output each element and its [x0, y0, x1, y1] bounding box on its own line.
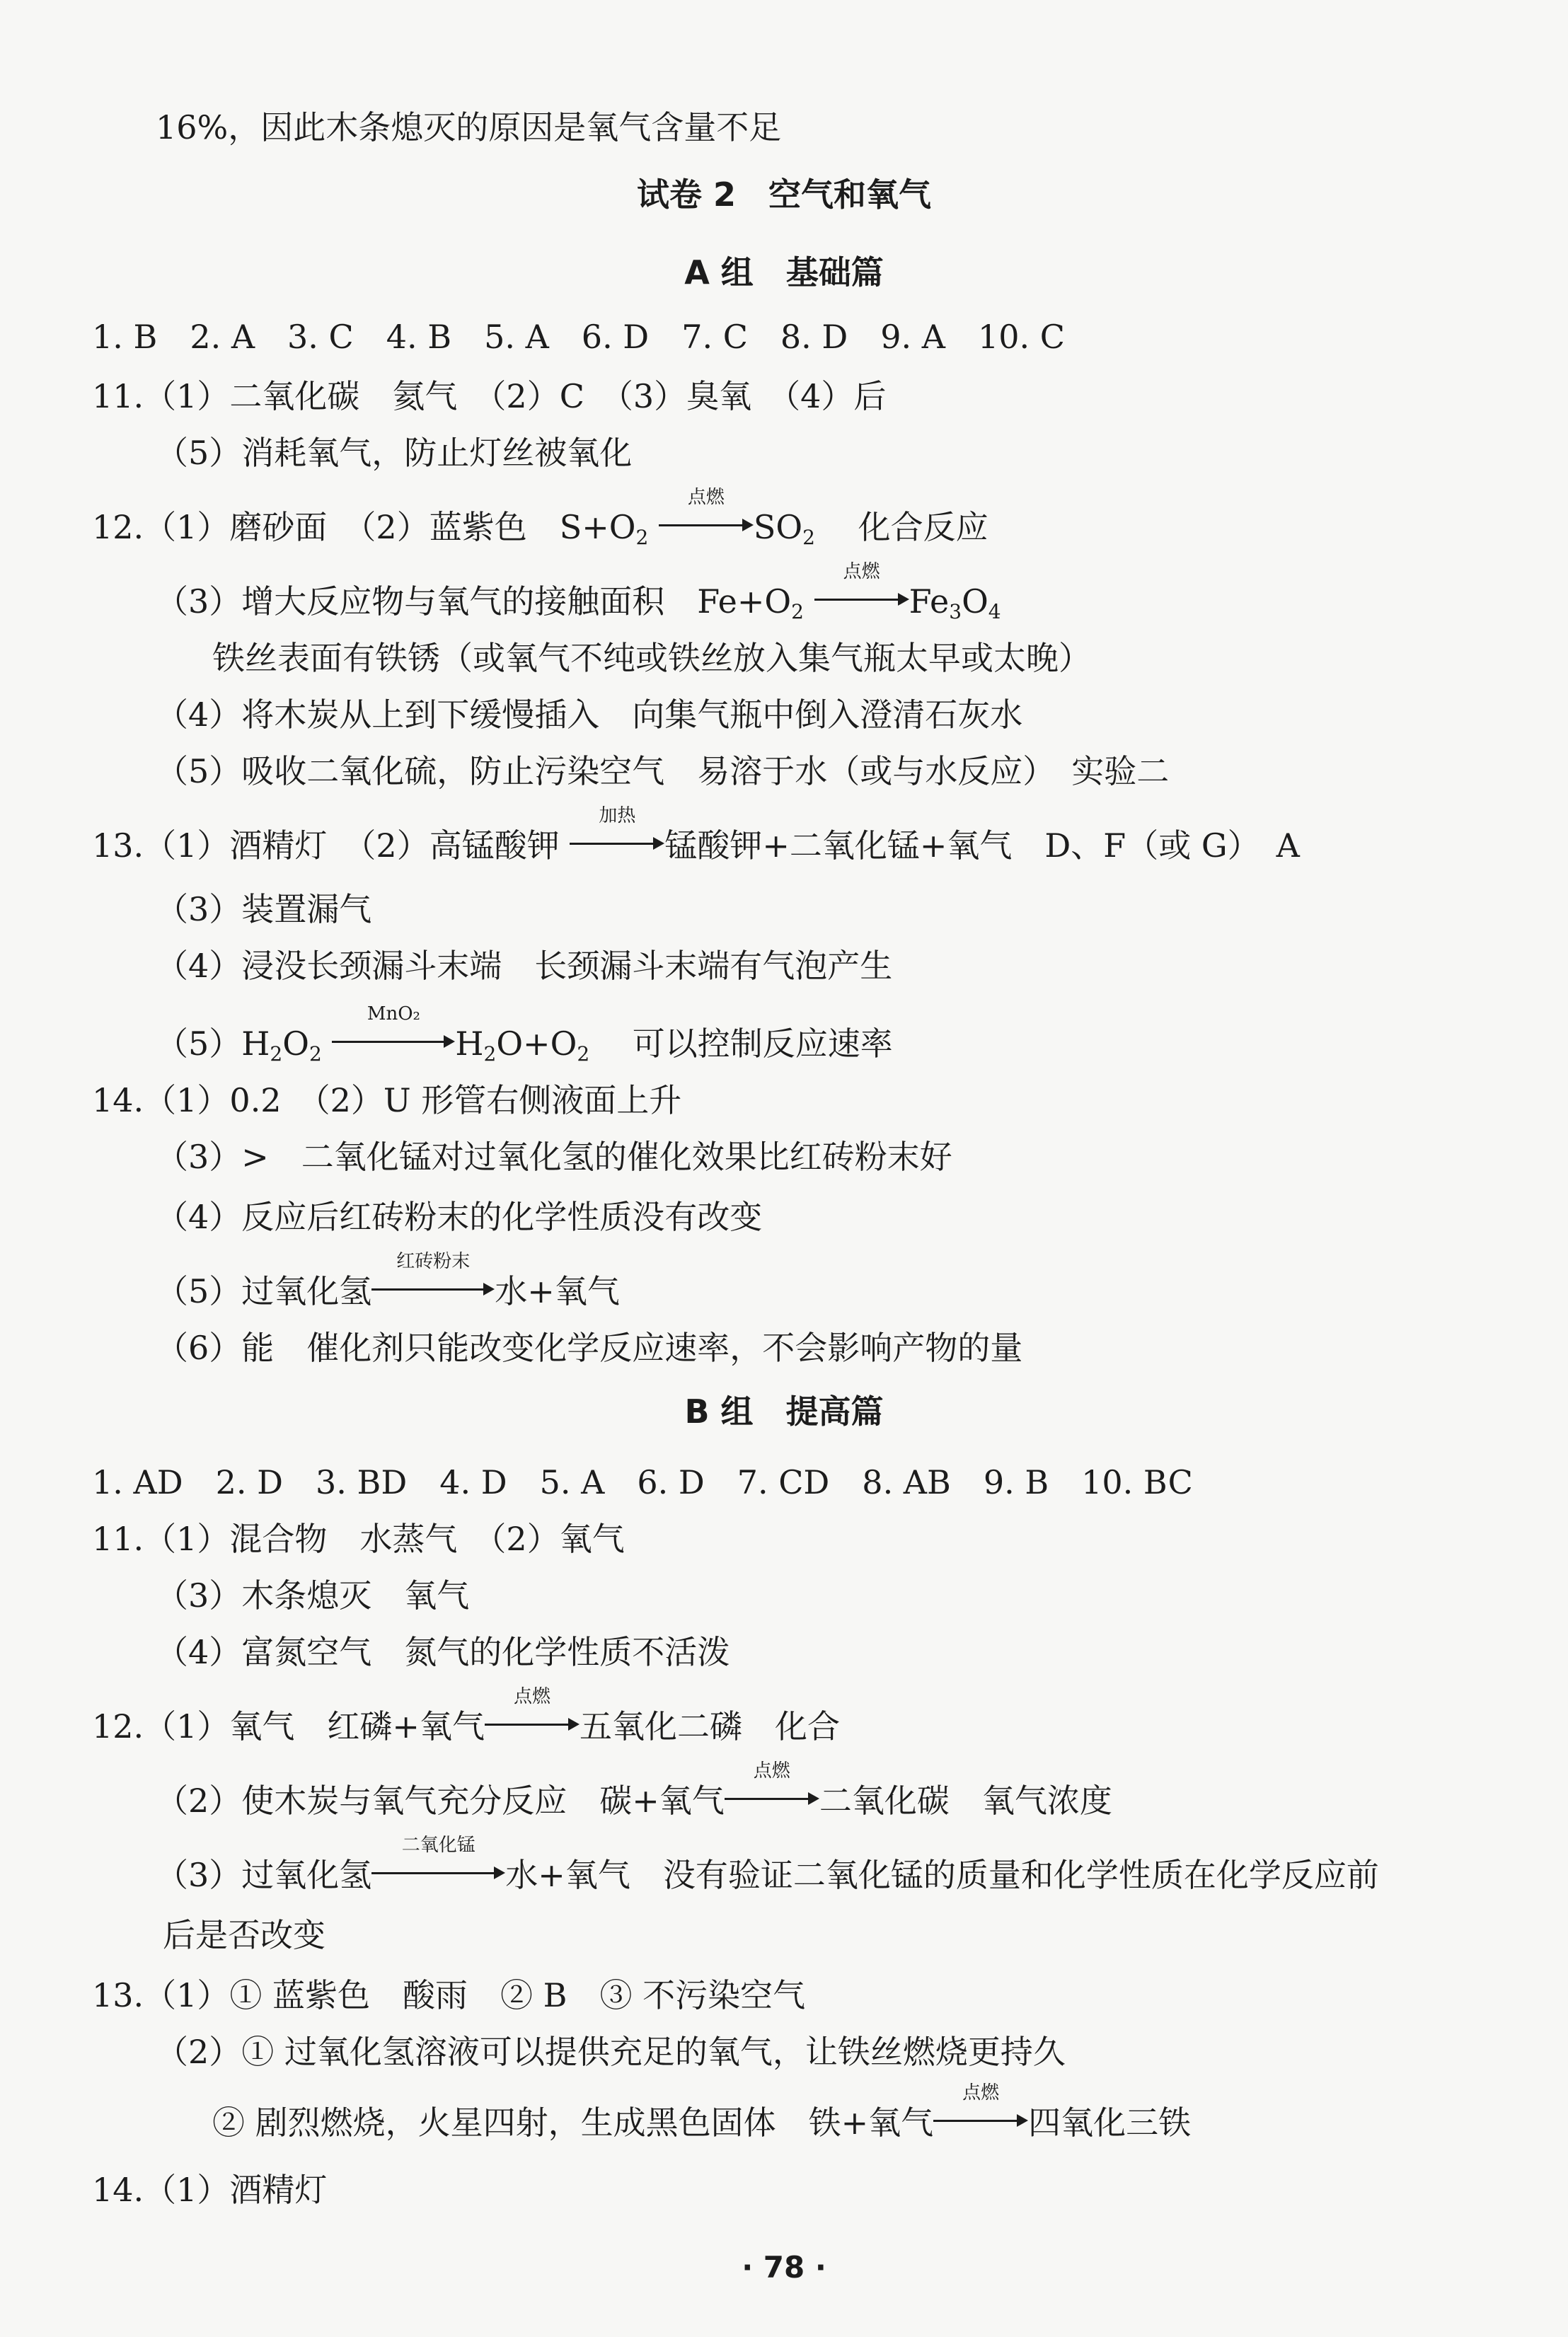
reaction-condition: 点燃	[753, 1760, 790, 1782]
q12-3-after: 水+氧气 没有验证二氧化锰的质量和化学性质在化学反应前	[505, 1856, 1379, 1894]
group-a-q14-line5: （6）能 催化剂只能改变化学反应速率，不会影响产物的量	[156, 1329, 1023, 1367]
reaction-condition: 二氧化锰	[401, 1835, 475, 1856]
q12-2-after: 二氧化碳 氧气浓度	[819, 1782, 1112, 1820]
group-b-q12-line1	[92, 1686, 840, 1748]
group-a-q14-line1: 14.（1）0.2 （2）U 形管右侧液面上升	[92, 1081, 682, 1119]
q12-text-after: 五氧化二磷 化合	[579, 1707, 840, 1745]
reaction-condition: 红砖粉末	[396, 1251, 471, 1272]
page-number: · 78 ·	[742, 2250, 826, 2285]
reaction-condition: 点燃	[962, 2082, 1000, 2104]
reaction-condition: 点燃	[843, 561, 880, 582]
q13-2-after: 四氧化三铁	[1028, 2104, 1192, 2142]
reaction-condition: 加热	[599, 805, 636, 826]
q12-2-text: （2）使木炭与氧气充分反应 碳+氧气	[156, 1782, 725, 1820]
group-b-heading: B 组 提高篇	[684, 1392, 884, 1431]
group-a-q13-line2: （3）装置漏气	[156, 890, 372, 928]
q13-5-text: （5）H	[156, 1025, 270, 1063]
group-b-multiple-choice: 1. AD 2. D 3. BD 4. D 5. A 6. D 7. CD 8. AB 9. B 10. BC	[92, 1463, 1193, 1501]
q12-3-text: （3）过氧化氢	[156, 1856, 372, 1894]
q12-text-after: 化合反应	[858, 508, 988, 546]
reaction-condition: 点燃	[687, 487, 725, 508]
q14-5-text: （5）过氧化氢	[156, 1272, 372, 1310]
group-b-q11-line2: （3）木条熄灭 氧气	[156, 1576, 470, 1615]
reaction-arrow	[485, 1686, 580, 1738]
reaction-arrow	[371, 1835, 505, 1886]
reaction-condition: MnO₂	[367, 1003, 420, 1025]
group-a-q13-line1	[92, 805, 1300, 867]
q13-2-text: ② 剧烈燃烧，火星四射，生成黑色固体 铁+氧气	[212, 2104, 934, 2142]
group-b-q11-line1: 11.（1）混合物 水蒸气 （2）氧气	[92, 1520, 625, 1558]
intro-line: 16%，因此木条熄灭的原因是氧气含量不足	[156, 108, 782, 146]
group-b-q11-line3: （4）富氮空气 氮气的化学性质不活泼	[156, 1633, 730, 1671]
reaction-arrow	[814, 561, 909, 613]
group-a-q13-line3: （4）浸没长颈漏斗末端 长颈漏斗末端有气泡产生	[156, 947, 893, 985]
group-a-q11-line1: 11.（1）二氧化碳 氦气 （2）C （3）臭氧 （4）后	[92, 377, 887, 415]
group-a-q12-line1: 12.（1）磨砂面 （2）蓝紫色 $S+O_2$ 点燃 $SO_2$ 化合反应	[92, 487, 988, 549]
group-a-q12-line2: （3）增大反应物与氧气的接触面积 $Fe+O_2$ 点燃 $Fe_3O_4$	[156, 561, 1001, 623]
reaction-condition: 点燃	[513, 1686, 550, 1707]
group-b-q13-line3	[212, 2082, 1192, 2144]
q13-5-after: 可以控制反应速率	[632, 1025, 893, 1063]
group-b-q14-line1: 14.（1）酒精灯	[92, 2171, 328, 2209]
group-a-q12-line5: （5）吸收二氧化硫，防止污染空气 易溶于水（或与水反应） 实验二	[156, 752, 1170, 790]
reaction-arrow	[332, 1003, 455, 1055]
group-a-q12-line4: （4）将木炭从上到下缓慢插入 向集气瓶中倒入澄清石灰水	[156, 696, 1023, 734]
q14-5-after: 水+氧气	[495, 1272, 620, 1310]
group-b-q12-line2	[156, 1760, 1112, 1822]
group-b-q13-line2: （2）① 过氧化氢溶液可以提供充足的氧气，让铁丝燃烧更持久	[156, 2033, 1066, 2071]
q12-text-before: 12.（1）氧气 红磷+氧气	[92, 1707, 485, 1745]
group-a-q14-line3: （4）反应后红砖粉末的化学性质没有改变	[156, 1198, 763, 1236]
group-b-q13-line1: 13.（1）① 蓝紫色 酸雨 ② B ③ 不污染空气	[92, 1976, 806, 2014]
reaction-arrow	[570, 805, 664, 857]
group-a-q14-line2: （3）> 二氧化锰对过氧化氢的催化效果比红砖粉末好	[156, 1138, 952, 1176]
group-a-q11-line2: （5）消耗氧气，防止灯丝被氧化	[156, 434, 633, 472]
group-a-heading: A 组 基础篇	[684, 253, 884, 292]
group-a-q14-line4	[156, 1251, 620, 1312]
paper-title: 试卷 2 空气和氧气	[636, 175, 932, 214]
reaction-arrow	[659, 487, 754, 538]
reaction-arrow	[725, 1760, 819, 1812]
q13-text-before: 13.（1）酒精灯 （2）高锰酸钾	[92, 826, 560, 865]
q13-text-after: 锰酸钾+二氧化锰+氧气 D、F（或 G） A	[664, 826, 1300, 865]
q12-3-text: （3）增大反应物与氧气的接触面积 Fe+O	[156, 582, 792, 621]
group-b-q12-line4: 后是否改变	[163, 1916, 325, 1954]
group-a-q13-line4: $(5)H_2O_2$ MnO₂ $H_2O+O_2$ 可以控制反应速率	[156, 1003, 893, 1066]
reaction-arrow	[933, 2082, 1028, 2134]
q12-text-before: 12.（1）磨砂面 （2）蓝紫色 S+O	[92, 508, 636, 546]
reaction-arrow	[371, 1251, 495, 1303]
group-a-multiple-choice: 1. B 2. A 3. C 4. B 5. A 6. D 7. C 8. D 9. A 10. C	[92, 318, 1065, 356]
group-b-q12-line3	[156, 1835, 1379, 1896]
group-a-q12-line3: 铁丝表面有铁锈（或氧气不纯或铁丝放入集气瓶太早或太晚）	[212, 639, 1091, 677]
